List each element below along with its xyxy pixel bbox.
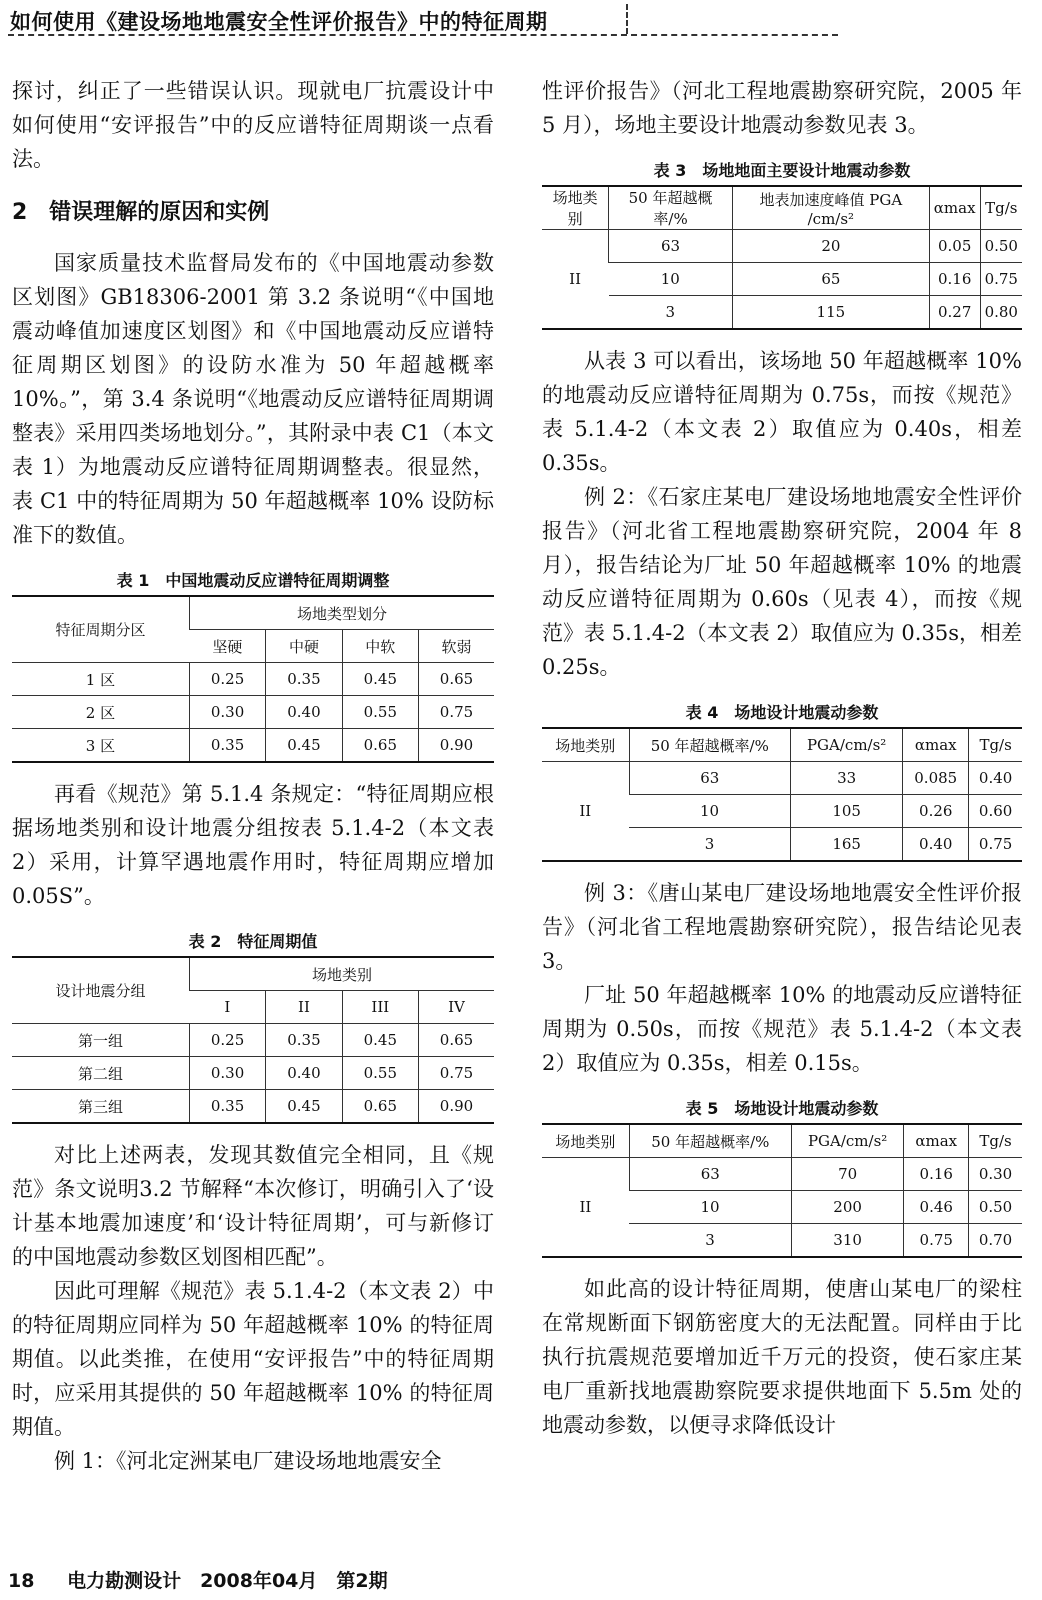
table-3-caption: 表 3 场地地面主要设计地震动参数 [653, 161, 911, 180]
table-cell: 0.90 [418, 729, 494, 763]
table-header-cell: 坚硬 [189, 630, 265, 663]
table-row [12, 1024, 494, 1057]
table-cell: 0.65 [342, 729, 418, 763]
table-header-cell: Tg/s [980, 186, 1022, 230]
table-cell: 0.25 [189, 663, 265, 696]
paragraph: 再看《规范》第 5.1.4 条规定：“特征周期应根据场地类别和设计地震分组按表 5.1.4-2（本文表 2）采用，计算罕遇地震作用时，特征周期应增加 0.05S”。 [12, 782, 494, 908]
table-cell: 0.30 [969, 1158, 1022, 1191]
table-cell: 0.80 [980, 296, 1022, 330]
table-header-cell: αmax [904, 1124, 969, 1158]
table-cell: 20 [732, 230, 929, 263]
table-cell: 165 [791, 828, 903, 862]
table-cell: 3 [629, 828, 791, 862]
table-cell: 105 [791, 795, 903, 828]
table-header-cell: 设计地震分组 [55, 982, 146, 1000]
table-cell: 0.50 [980, 230, 1022, 263]
table-cell: 10 [629, 795, 791, 828]
page-footer [8, 1566, 388, 1593]
right-column [542, 74, 1022, 1442]
journal-info: 电力勘测设计 2008年04月 第2期 [67, 1570, 388, 1592]
table-cell: 63 [629, 1158, 791, 1191]
table-header-cell: 场地类别 [555, 1132, 616, 1151]
table-1 [12, 595, 494, 763]
table-5-caption: 表 5 场地设计地震动参数 [685, 1099, 879, 1118]
page-number: 18 [8, 1570, 35, 1592]
table-cell: 0.27 [929, 296, 980, 330]
table-cell: 0.085 [903, 762, 969, 795]
table-cell: 第三组 [12, 1090, 189, 1124]
table-cell: 0.16 [929, 263, 980, 296]
paragraph: 探讨，纠正了一些错误认识。现就电厂抗震设计中如何使用“安评报告”中的反应谱特征周期谈一点看法。 [12, 79, 494, 171]
table-cell: 0.65 [418, 1024, 494, 1057]
paragraph: 厂址 50 年超越概率 10% 的地震动反应谱特征周期为 0.50s，而按《规范》表 5.1.4-2（本文表 2）取值应为 0.35s，相差 0.15s。 [542, 983, 1022, 1075]
table-cell: 0.45 [342, 1024, 418, 1057]
table-cell: 115 [732, 296, 929, 330]
table-header-cell: 50 年超越概率/% [629, 1124, 791, 1158]
paragraph: 因此可理解《规范》表 5.1.4-2（本文表 2）中的特征周期应同样为 50 年超越概率 10% 的特征周期值。以此类推，在使用“安评报告”中的特征周期时，应采用其提供的 50 年超越概率 10% 的特征周期值。 [12, 1279, 494, 1439]
table-cell: 0.90 [418, 1090, 494, 1124]
table-cell: 第一组 [12, 1024, 189, 1057]
table-cell: 0.55 [342, 696, 418, 729]
table-3 [542, 185, 1022, 330]
paragraph: 如此高的设计特征周期，使唐山某电厂的梁柱在常规断面下钢筋密度大的无法配置。同样由于比执行抗震规范要增加近千万元的投资，使石家庄某电厂重新找地震勘察院要求提供地面下 5.5m 处的地震动参数，以便寻求降低设计 [542, 1277, 1022, 1437]
table-cell: 0.35 [189, 1090, 265, 1124]
paragraph: 例 3：《唐山某电厂建设场地地震安全性评价报告》（河北省工程地震勘察研究院），报告结论见表 3。 [542, 881, 1022, 973]
table-header-cell: 场地类别 [189, 957, 494, 991]
table-row [12, 1057, 494, 1090]
table-4 [542, 727, 1022, 862]
table-cell: II [542, 1158, 629, 1258]
table-cell: 0.25 [189, 1024, 265, 1057]
table-cell: 第二组 [12, 1057, 189, 1090]
table-cell: 0.30 [189, 1057, 265, 1090]
table-row [12, 696, 494, 729]
table-header-cell: I [189, 991, 265, 1024]
table-header-cell: III [342, 991, 418, 1024]
left-column [12, 74, 494, 1478]
table-cell: 3 区 [12, 729, 189, 763]
table-header-cell: 中软 [342, 630, 418, 663]
table-row [542, 263, 1022, 296]
table-cell: 0.75 [418, 696, 494, 729]
table-header-cell: PGA/cm/s² [791, 728, 903, 762]
table-cell: 0.75 [418, 1057, 494, 1090]
table-row [542, 230, 1022, 263]
table-cell: 0.75 [904, 1224, 969, 1258]
running-header [8, 4, 838, 36]
section-heading: 2 错误理解的原因和实例 [12, 200, 270, 225]
paragraph: 例 1：《河北定洲某电厂建设场地地震安全 [54, 1449, 442, 1473]
table-cell: 33 [791, 762, 903, 795]
table-header-cell: αmax [903, 728, 969, 762]
table-header-cell: 中硬 [266, 630, 342, 663]
table-cell: 0.05 [929, 230, 980, 263]
table-cell: 310 [791, 1224, 904, 1258]
table-cell: 0.50 [969, 1191, 1022, 1224]
table-cell: 0.75 [969, 828, 1022, 862]
table-cell: 0.75 [980, 263, 1022, 296]
table-cell: 10 [629, 1191, 791, 1224]
table-5 [542, 1123, 1022, 1258]
table-cell: 2 区 [12, 696, 189, 729]
header-divider [626, 4, 628, 34]
table-cell: 65 [732, 263, 929, 296]
table-cell: 0.55 [342, 1057, 418, 1090]
table-row [12, 1090, 494, 1124]
table-2-caption: 表 2 特征周期值 [188, 932, 318, 951]
paragraph: 对比上述两表，发现其数值完全相同，且《规范》条文说明3.2 节解释“本次修订，明确引入了‘设计基本地震加速度’和‘设计特征周期’，可与新修订的中国地震动参数区划图相匹配”。 [12, 1143, 494, 1269]
table-2 [12, 956, 494, 1124]
table-cell: 1 区 [12, 663, 189, 696]
table-header-cell: II [266, 991, 342, 1024]
paragraph: 例 2：《石家庄某电厂建设场地地震安全性评价报告》（河北省工程地震勘察研究院，2004 年 8 月），报告结论为厂址 50 年超越概率 10% 的地震动反应谱特征周期为 0.60s（见表 4），而按《规范》表 5.1.4-2（本文表 2）取值应为 0.35s，相差 0.25s。 [542, 485, 1022, 679]
table-header-cell: 50 年超越概率/% [629, 728, 791, 762]
table-row [12, 729, 494, 763]
table-cell: II [542, 230, 609, 330]
table-header-cell: 软弱 [418, 630, 494, 663]
paragraph: 国家质量技术监督局发布的《中国地震动参数区划图》GB18306-2001 第 3.2 条说明“《中国地震动峰值加速度区划图》和《中国地震动反应谱特征周期区划图》的设防水准为 50 年超越概率 10%。”，第 3.4 条说明“《地震动反应谱特征周期调整表》采用四类场地划分。”，其附录中表 C1（本文表 1）为地震动反应谱特征周期调整表。很显然，表 C1 中的特征周期为 50 年超越概率 10% 设防标准下的数值。 [12, 251, 494, 547]
table-cell: 0.45 [266, 729, 342, 763]
table-cell: 63 [609, 230, 733, 263]
table-header-cell: 场地类别 [552, 189, 598, 228]
table-header-cell: 场地类型划分 [189, 596, 494, 630]
table-cell: 0.65 [342, 1090, 418, 1124]
table-cell: 3 [629, 1224, 791, 1258]
paragraph: 性评价报告》（河北工程地震勘察研究院，2005 年 5 月），场地主要设计地震动参数见表 3。 [542, 79, 1022, 137]
table-cell: 200 [791, 1191, 904, 1224]
table-cell: 63 [629, 762, 791, 795]
table-cell: 10 [609, 263, 733, 296]
table-cell: 0.26 [903, 795, 969, 828]
table-cell: 0.40 [266, 1057, 342, 1090]
table-cell: 0.45 [342, 663, 418, 696]
table-row [542, 296, 1022, 330]
table-cell: 0.35 [266, 663, 342, 696]
table-cell: 70 [791, 1158, 904, 1191]
table-cell: 0.16 [904, 1158, 969, 1191]
table-4-caption: 表 4 场地设计地震动参数 [685, 703, 879, 722]
paragraph: 从表 3 可以看出，该场地 50 年超越概率 10% 的地震动反应谱特征周期为 0.75s，而按《规范》表 5.1.4-2（本文表 2）取值应为 0.40s，相差 0.35s。 [542, 349, 1022, 475]
table-row [12, 663, 494, 696]
table-header-cell: Tg/s [969, 728, 1022, 762]
table-header-cell: αmax [929, 186, 980, 230]
table-1-caption: 表 1 中国地震动反应谱特征周期调整 [116, 571, 390, 590]
table-row [542, 762, 1022, 795]
table-cell: 0.35 [266, 1024, 342, 1057]
table-cell: 0.40 [903, 828, 969, 862]
table-cell: 0.40 [969, 762, 1022, 795]
table-header-cell: Tg/s [969, 1124, 1022, 1158]
running-title: 如何使用《建设场地地震安全性评价报告》中的特征周期 [10, 10, 548, 34]
table-cell: 3 [609, 296, 733, 330]
table-cell: 0.46 [904, 1191, 969, 1224]
table-cell: 0.70 [969, 1224, 1022, 1258]
table-cell: 0.40 [266, 696, 342, 729]
table-cell: 0.45 [266, 1090, 342, 1124]
table-cell: 0.35 [189, 729, 265, 763]
table-row [542, 1158, 1022, 1191]
table-cell: 0.30 [189, 696, 265, 729]
table-cell: II [542, 762, 629, 862]
table-cell: 0.65 [418, 663, 494, 696]
table-header-cell: 地表加速度峰值 PGA /cm/s² [732, 186, 929, 230]
table-header-cell: IV [418, 991, 494, 1024]
table-header-cell: PGA/cm/s² [791, 1124, 904, 1158]
table-header-cell: 场地类别 [555, 736, 616, 755]
table-header-cell: 50 年超越概率/% [609, 186, 733, 230]
table-header-cell: 特征周期分区 [55, 621, 146, 639]
table-cell: 0.60 [969, 795, 1022, 828]
